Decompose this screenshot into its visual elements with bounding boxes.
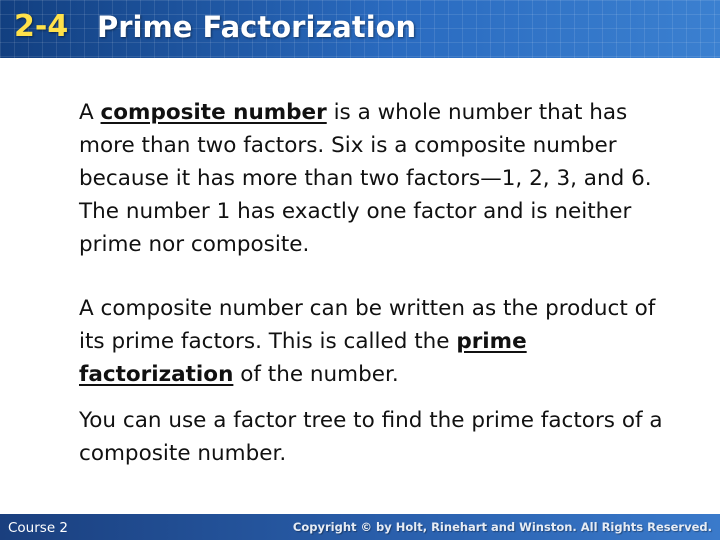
lesson-title: Prime Factorization: [97, 10, 417, 44]
slide-header: [0, 0, 720, 58]
course-label: Course 2: [8, 520, 69, 536]
factor-tree-paragraph: You can use a factor tree to find the prime factors of a composite number.: [79, 408, 663, 466]
p1-before: A: [79, 100, 101, 125]
copyright-notice: Copyright © by Holt, Rinehart and Winston. All Rights Reserved.: [292, 520, 712, 534]
lesson-number: 2-4: [14, 9, 69, 44]
term-composite-number: composite number: [100, 100, 327, 125]
p1-after: is a whole number that has more than two factors. Six is a composite number because it has more than two factors—1, 2, 3, and 6. The number 1 has exactly one factor and is neither prime nor composite.: [79, 100, 652, 257]
slide-footer: [0, 514, 720, 540]
prime-factorization-paragraph: [79, 292, 679, 391]
composite-definition-paragraph: [79, 96, 679, 261]
p2-before: A composite number can be written as the product of its prime factors. This is called the: [79, 296, 656, 354]
term-prime-factorization: prime factorization: [79, 329, 527, 387]
p2-after: of the number.: [233, 362, 399, 387]
